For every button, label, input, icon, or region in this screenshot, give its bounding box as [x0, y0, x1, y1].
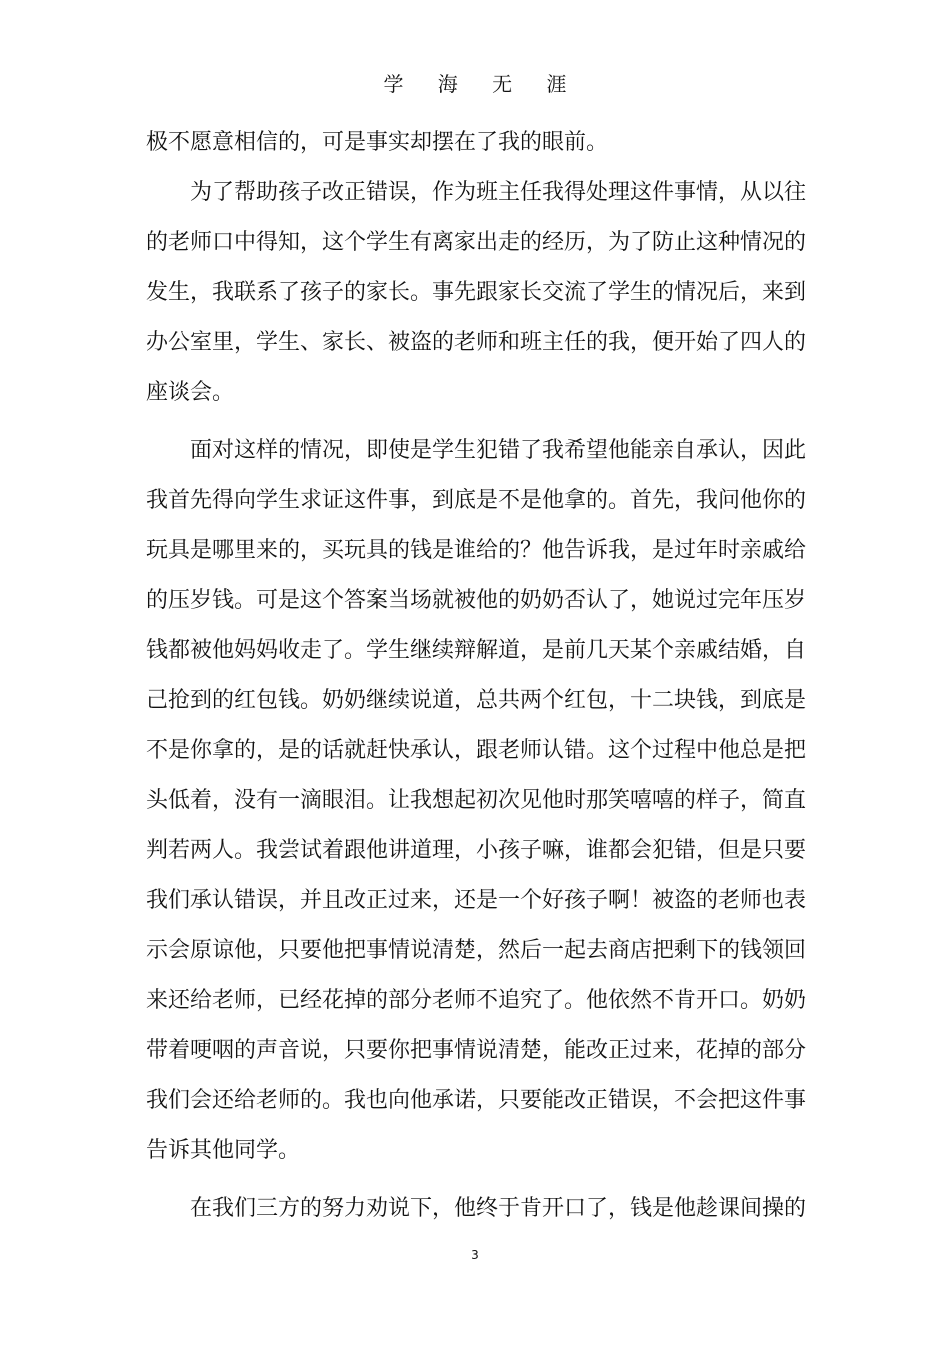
- page-number: 3: [471, 1248, 479, 1262]
- paragraph-meeting-dialogue: 面对这样的情况，即使是学生犯错了我希望他能亲自承认，因此我首先得向学生求证这件事，到底是不是他拿的。首先，我问他你的玩具是哪里来的，买玩具的钱是谁给的？他告诉我，是过年时亲戚给的压岁钱。可是这个答案当场就被他的奶奶否认了，她说过完年压岁钱都被他妈妈收走了。学生继续辩解道，是前几天某个亲戚结婚，自己抢到的红包钱。奶奶继续说道，总共两个红包，十二块钱，到底是不是你拿的，是的话就赶快承认，跟老师认错。这个过程中他总是把头低着，没有一滴眼泪。让我想起初次见他时那笑嘻嘻的样子，简直判若两人。我尝试着跟他讲道理，小孩子嘛，谁都会犯错，但是只要我们承认错误，并且改正过来，还是一个好孩子啊！被盗的老师也表示会原谅他，只要他把事情说清楚，然后一起去商店把剩下的钱领回来还给老师，已经花掉的部分老师不追究了。他依然不肯开口。奶奶带着哽咽的声音说，只要你把事情说清楚，能改正过来，花掉的部分我们会还给老师的。我也向他承诺，只要能改正错误，不会把这件事告诉其他同学。: [146, 438, 807, 1163]
- paragraph-class-teacher-action: 为了帮助孩子改正错误，作为班主任我得处理这件事情，从以往的老师口中得知，这个学生有离家出走的经历，为了防止这种情况的发生，我联系了孩子的家长。事先跟家长交流了学生的情况后，来到办公室里，学生、家长、被盗的老师和班主任的我，便开始了四人的座谈会。: [146, 180, 807, 405]
- document-body: [146, 118, 806, 1234]
- paragraph-confession-start: 在我们三方的努力劝说下，他终于肯开口了，钱是他趁课间操的: [190, 1196, 807, 1221]
- page-header-title: 学 海 无 涯: [383, 72, 581, 96]
- paragraph-continuation: 极不愿意相信的，可是事实却摆在了我的眼前。: [146, 130, 609, 155]
